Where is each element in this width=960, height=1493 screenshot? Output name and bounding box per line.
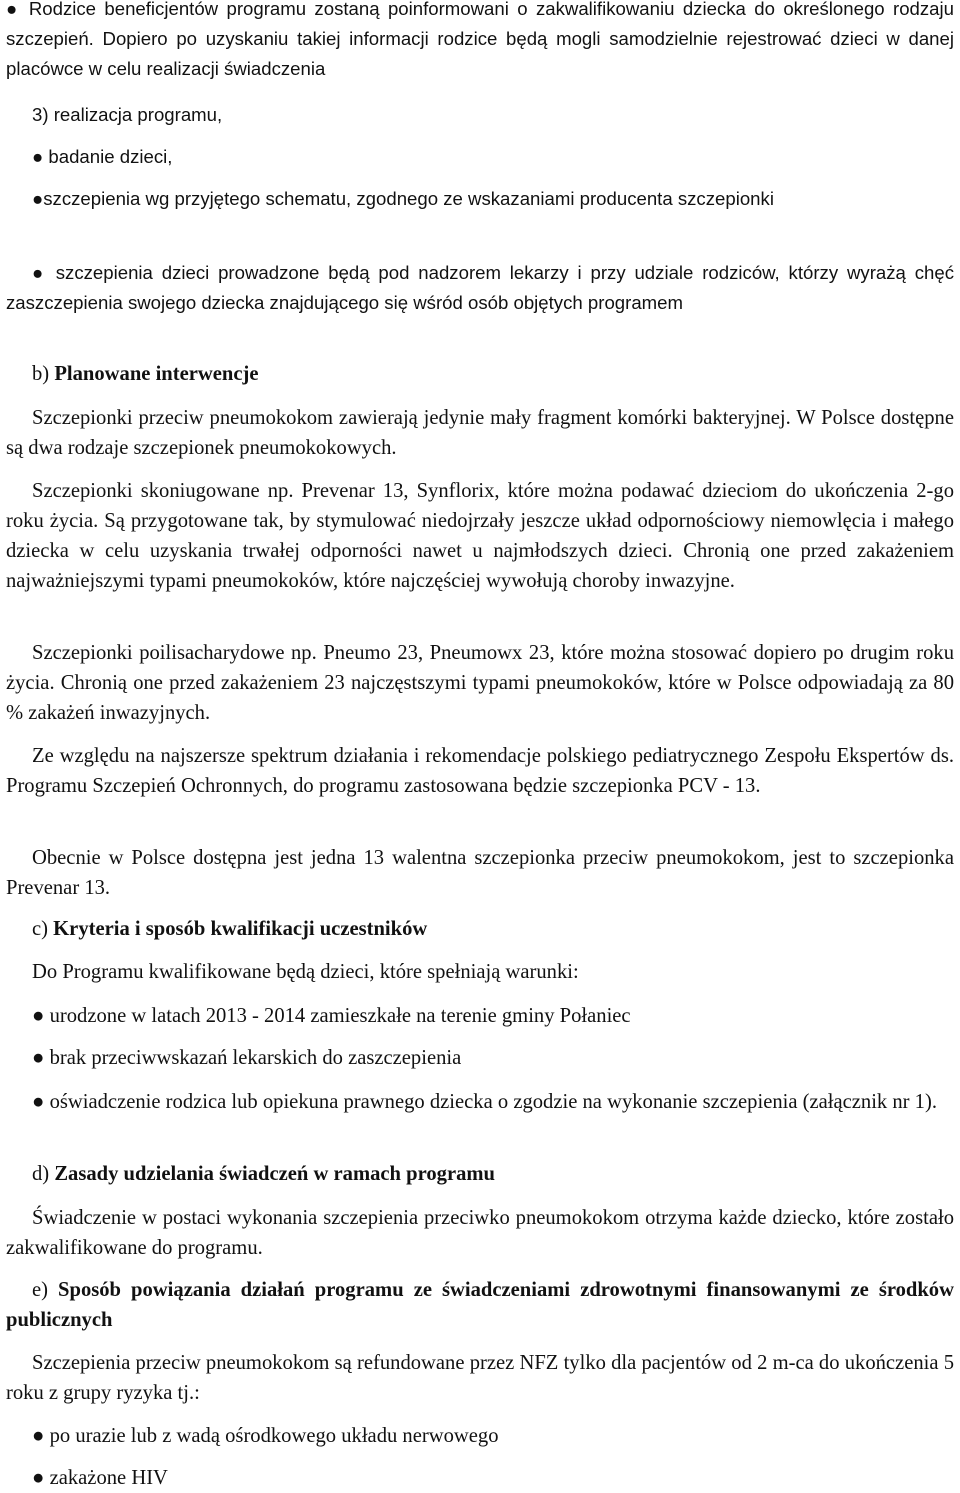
section-prefix: d) [32,1163,55,1185]
bullet-supervision: ● szczepienia dzieci prowadzone będą pod nadzorem lekarzy i przy udziale rodziców, którzy wyrażą chęć zaszczepienia swojego dziecka znajdującego się wśród osób objętych programem [6,262,954,313]
bullet-born-years: ● urodzone w latach 2013 - 2014 zamieszkałe na terenie gminy Połaniec [32,1005,631,1027]
section-title: Zasady udzielania świadczeń w ramach programu [54,1163,495,1185]
bullet-cns-injury: ● po urazie lub z wadą ośrodkowego układu nerwowego [32,1425,499,1447]
section-title: Sposób powiązania działań programu ze świadczeniami zdrowotnymi finansowanymi ze środków publicznych [6,1279,954,1331]
section-heading-c [32,914,932,944]
section-heading-e [6,1275,954,1335]
section-title: Planowane interwencje [54,363,259,385]
paragraph-prevenar: Obecnie w Polsce dostępna jest jedna 13 walentna szczepionka przeciw pneumokokom, jest to szczepionka Prevenar 13. [6,847,954,899]
paragraph-polysaccharide-vaccines: Szczepionki poilisacharydowe np. Pneumo 23, Pneumowx 23, które można stosować dopiero po drugim roku życia. Chronią one przed zakażeniem 23 najczęstszymi typami pneumokoków, które w Polsce odpowiadają za 80 % zakażeń inwazyjnych. [6,642,954,724]
paragraph-parents-informed: ● Rodzice beneficjentów programu zostaną poinformowani o zakwalifikowaniu dziecka do określonego rodzaju szczepień. Dopiero po uzyskaniu takiej informacji rodzice będą mogli samodzielnie rejestrować dzieci w danej placówce w celu realizacji świadczenia [6,0,954,79]
paragraph-vaccine-fragment: Szczepionki przeciw pneumokokom zawierają jedynie mały fragment komórki bakteryjnej. W Polsce dostępne są dwa rodzaje szczepionek pneumokokowych. [6,407,954,459]
section-heading-d [32,1159,932,1189]
section-heading-b [32,359,932,389]
paragraph-nfz-refund: Szczepienia przeciw pneumokokom są refundowane przez NFZ tylko dla pacjentów od 2 m-ca do ukończenia 5 roku z grupy ryzyka tj.: [6,1352,954,1404]
section-title: Kryteria i sposób kwalifikacji uczestników [53,918,428,940]
bullet-consent: ● oświadczenie rodzica lub opiekuna prawnego dziecka o zgodzie na wykonanie szczepienia (załącznik nr 1). [32,1091,937,1113]
paragraph-service-provision: Świadczenie w postaci wykonania szczepienia przeciwko pneumokokom otrzyma każde dziecko, które zostało zakwalifikowane do programu. [6,1207,954,1259]
bullet-hiv: ● zakażone HIV [32,1467,168,1489]
paragraph-pcv13-choice: Ze względu na najszersze spektrum działania i rekomendacje polskiego pediatrycznego Zespołu Ekspertów ds. Programu Szczepień Ochronnych, do programu zastosowana będzie szczepionka PCV - 13. [6,745,954,797]
section-prefix: e) [32,1279,59,1301]
section-prefix: b) [32,363,55,385]
bullet-no-contraindications: ● brak przeciwwskazań lekarskich do zaszczepienia [32,1047,462,1069]
item-program-realization: 3) realizacja programu, [32,104,223,125]
section-prefix: c) [32,918,54,940]
paragraph-qualification-intro: Do Programu kwalifikowane będą dzieci, które spełniają warunki: [32,961,579,983]
bullet-vaccination-schedule: ●szczepienia wg przyjętego schematu, zgodnego ze wskazaniami producenta szczepionki [32,188,774,209]
paragraph-conjugated-vaccines: Szczepionki skoniugowane np. Prevenar 13, Synflorix, które można podawać dzieciom do ukończenia 2-go roku życia. Są przygotowane tak, by stymulować niedojrzały jeszcze układ odpornościowy niemowlęcia i małego dziecka w celu uzyskania trwałej odporności nawet u najmłodszych dzieci. Chronią one przed zakażeniem najważniejszymi typami pneumokoków, które najczęściej wywołują choroby inwazyjne. [6,480,954,592]
bullet-examination: ● badanie dzieci, [32,146,173,167]
